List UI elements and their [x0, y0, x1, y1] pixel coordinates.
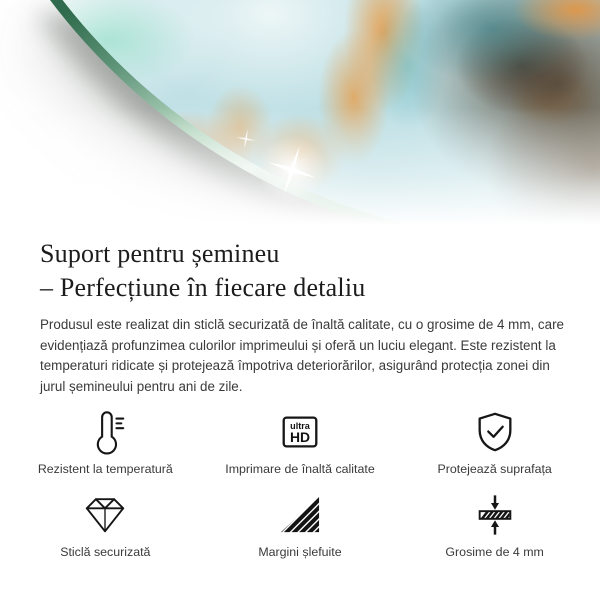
feature-polished-edges — [203, 492, 398, 560]
thermometer-icon — [82, 409, 128, 455]
ultra-hd-icon — [277, 409, 323, 455]
page-title — [40, 233, 560, 305]
hero-bottom-fade — [0, 108, 600, 233]
feature-thickness — [397, 492, 592, 560]
ultra-text: ultra — [290, 421, 310, 432]
product-description: Produsul este realizat din sticlă securizată de înaltă calitate, cu o grosime de 4 mm, care evidențiază profunzimea culorilor imprimeului și oferă un luciu elegant. Este rezistent la temperaturi ridicate și protejează împotriva deteriorărilor, asigurând protecția zonei din jurul șemineului pentru ani de zile. — [40, 317, 564, 394]
feature-label: Margini șlefuite — [258, 545, 342, 559]
feature-protects-surface — [397, 409, 592, 477]
diamond-icon — [82, 492, 128, 538]
product-hero-image — [0, 0, 600, 233]
feature-label: Rezistent la temperatură — [37, 462, 173, 476]
title-line-1: Suport pentru șemineu — [40, 239, 280, 268]
feature-label: Sticlă securizată — [60, 545, 151, 559]
title-line-2: – Perfecțiune în fiecare detaliu — [40, 273, 366, 302]
feature-grid — [0, 409, 600, 560]
shield-check-icon — [472, 409, 518, 455]
feature-tempered-glass — [8, 492, 203, 560]
feature-temperature-resistant — [8, 409, 203, 477]
hd-text: HD — [289, 429, 311, 446]
polished-edges-icon — [277, 492, 323, 538]
feature-label: Imprimare de înaltă calitate — [225, 462, 375, 476]
feature-print-quality — [203, 409, 398, 477]
feature-label: Grosime de 4 mm — [445, 545, 544, 559]
thickness-icon — [472, 492, 518, 538]
feature-label: Protejează suprafața — [437, 462, 552, 476]
